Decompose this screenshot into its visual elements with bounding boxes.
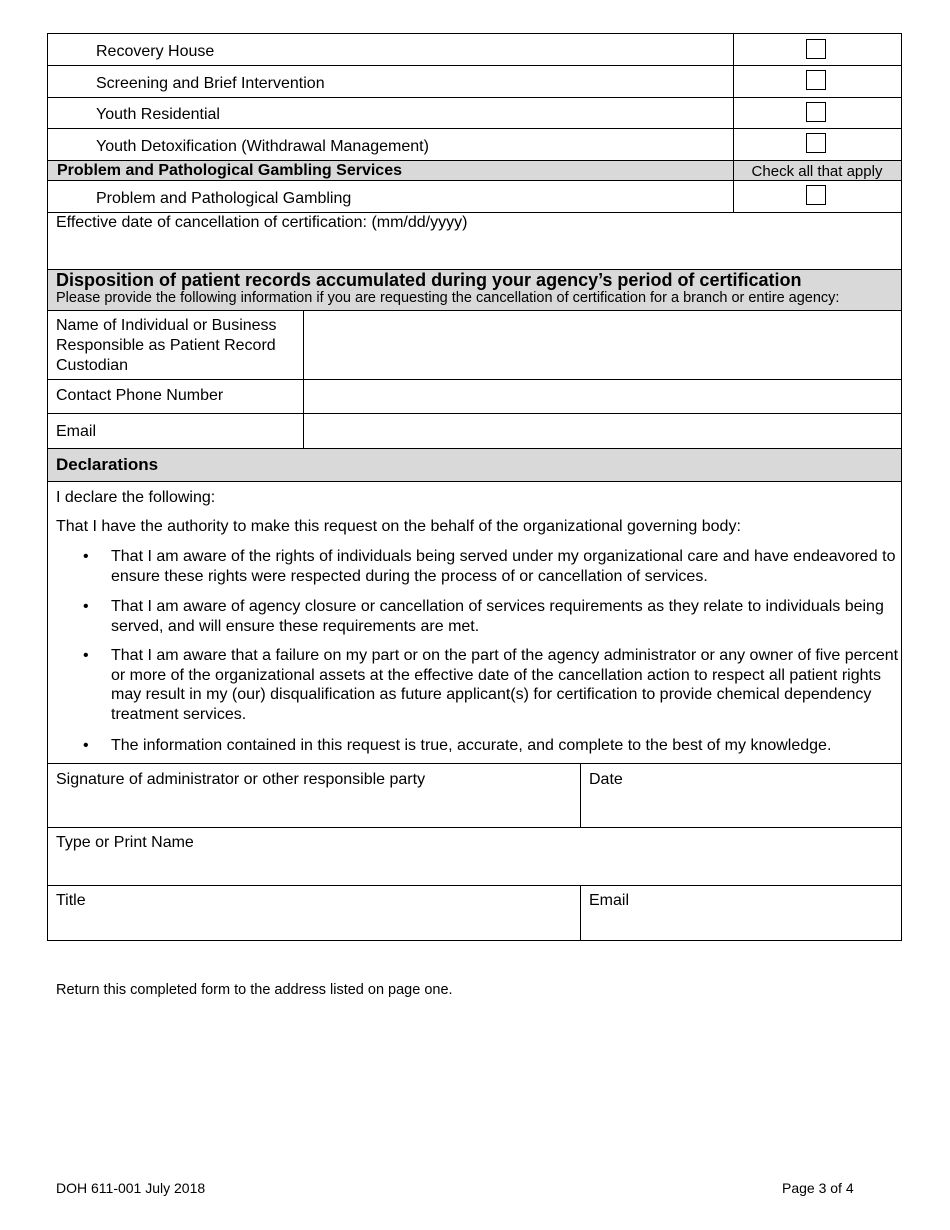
gambling-services-heading: Problem and Pathological Gambling Services	[57, 162, 402, 179]
contact-phone-input[interactable]	[308, 383, 900, 411]
title-input[interactable]	[56, 912, 578, 938]
declarations-authority: That I have the authority to make this request on the behalf of the organizational governing body:	[56, 518, 741, 535]
service-checkbox-youth-detox[interactable]	[806, 133, 826, 153]
declarations-intro: I declare the following:	[56, 489, 216, 506]
custodian-email-input[interactable]	[308, 417, 900, 445]
signer-email-label: Email	[589, 892, 630, 909]
service-label-recovery-house: Recovery House	[96, 43, 215, 60]
bullet-icon: •	[83, 737, 89, 754]
service-label-youth-detox: Youth Detoxification (Withdrawal Management)	[96, 138, 429, 155]
declaration-text-requirements: That I am aware of agency closure or cancellation of services requirements as they relate to individuals being served, and will ensure these requirements are met.	[111, 598, 884, 635]
service-label-gambling: Problem and Pathological Gambling	[96, 190, 352, 207]
footer-page-number: Page 3 of 4	[782, 1180, 854, 1196]
service-checkbox-screening[interactable]	[806, 70, 826, 90]
title-label: Title	[56, 892, 86, 909]
declaration-item	[48, 597, 900, 637]
disposition-column-divider	[303, 311, 304, 448]
check-all-label: Check all that apply	[751, 163, 883, 180]
effective-date-label: Effective date of cancellation of certification: (mm/dd/yyyy)	[56, 214, 468, 231]
footer-form-id: DOH 611-001 July 2018	[56, 1180, 206, 1196]
declaration-text-accuracy: The information contained in this request is true, accurate, and complete to the best of my knowledge.	[111, 737, 832, 754]
date-input[interactable]	[589, 792, 898, 824]
return-note: Return this completed form to the address listed on page one.	[56, 982, 453, 998]
declaration-item	[48, 547, 900, 587]
service-label-youth-residential: Youth Residential	[96, 106, 220, 123]
custodian-email-label: Email	[56, 423, 97, 440]
service-checkbox-youth-residential[interactable]	[806, 102, 826, 122]
declarations-header-shade	[48, 449, 901, 481]
signature-label: Signature of administrator or other responsible party	[56, 771, 426, 788]
declarations-heading: Declarations	[56, 455, 159, 474]
custodian-label-line-3: Custodian	[56, 357, 129, 374]
bullet-icon: •	[83, 548, 89, 565]
service-checkbox-recovery-house[interactable]	[806, 39, 826, 59]
contact-phone-label: Contact Phone Number	[56, 387, 224, 404]
signer-email-input[interactable]	[589, 912, 898, 938]
service-checkbox-gambling[interactable]	[806, 185, 826, 205]
bullet-icon: •	[83, 647, 89, 664]
custodian-input[interactable]	[308, 314, 900, 376]
bullet-icon: •	[83, 598, 89, 615]
custodian-label-line-1: Name of Individual or Business	[56, 317, 277, 334]
print-name-input[interactable]	[56, 855, 898, 883]
disposition-heading: Disposition of patient records accumulated during your agency’s period of certification	[56, 270, 802, 290]
declaration-item	[48, 736, 900, 756]
effective-date-input[interactable]	[56, 234, 890, 268]
custodian-label-line-2: Responsible as Patient Record	[56, 337, 276, 354]
date-label: Date	[589, 771, 623, 788]
service-label-screening: Screening and Brief Intervention	[96, 75, 325, 92]
disposition-subheading: Please provide the following information if you are requesting the cancellation of certification for a branch or entire agency:	[56, 290, 840, 306]
custodian-label	[56, 316, 277, 376]
declaration-text-rights: That I am aware of the rights of individuals being served under my organizational care and have endeavored to ensure these rights were respected during the process of or cancellation of services.	[111, 548, 896, 585]
signature-input[interactable]	[56, 792, 578, 824]
services-column-divider	[733, 34, 734, 212]
print-name-label: Type or Print Name	[56, 834, 194, 851]
declaration-text-disqualification: That I am aware that a failure on my part or on the part of the agency administrator or any owner of five percent or more of the organizational assets at the effective date of the cancellation action to respect all patient rights may result in my (our) disqualification as future applicant(s) for certification to provide chemical dependency treatment services.	[111, 647, 899, 723]
declaration-item	[48, 646, 900, 726]
